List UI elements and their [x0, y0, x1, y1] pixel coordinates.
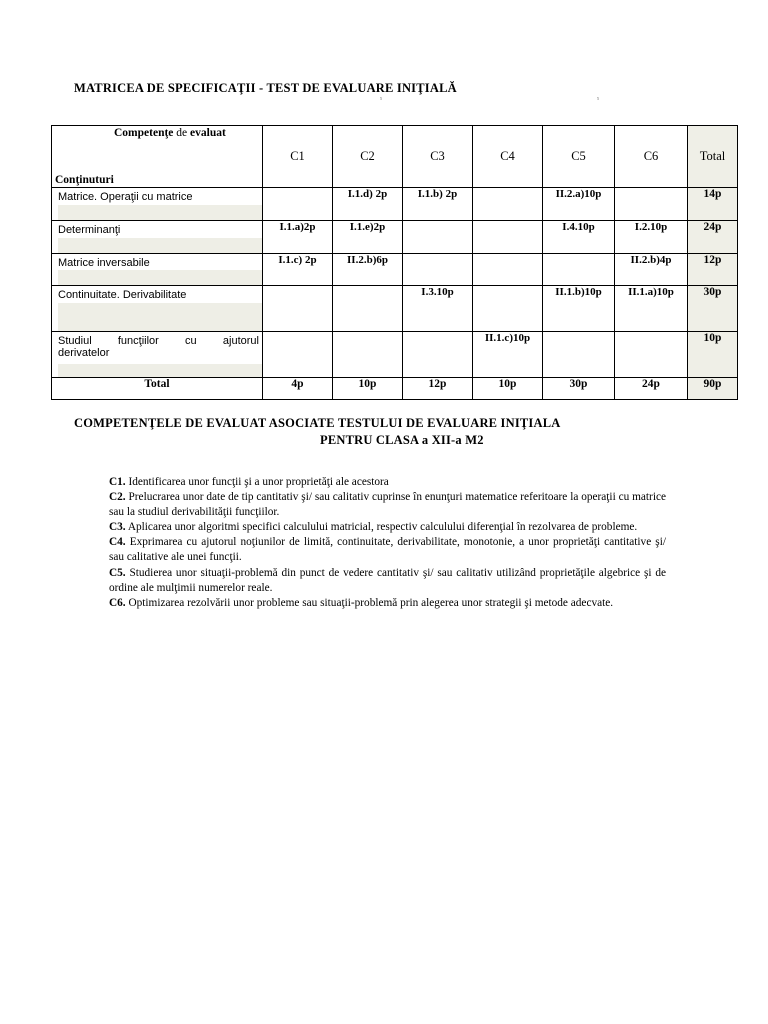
row-total: 10p [688, 332, 738, 378]
competences-list [109, 475, 666, 611]
competence-item [109, 520, 666, 535]
column-header-c5: C5 [543, 126, 615, 188]
total-value: 10p [473, 378, 543, 400]
table-row [52, 221, 738, 254]
competence-code: C1. [109, 476, 126, 488]
row-total: 12p [688, 254, 738, 286]
table-cell [473, 286, 543, 332]
table-cell: I.1.d) 2p [333, 188, 403, 221]
table-row [52, 254, 738, 286]
table-row [52, 286, 738, 332]
row-label: Continuitate. Derivabilitate [52, 286, 263, 332]
table-header-row [52, 126, 738, 188]
table-cell: II.2.b)4p [615, 254, 688, 286]
table-row [52, 188, 738, 221]
table-cell: II.1.c)10p [473, 332, 543, 378]
competence-text: Exprimarea cu ajutorul noţiunilor de limită, continuitate, derivabilitate, monotonie, a unor proprietăţi cantitative şi/ sau calitative ale unei funcţii. [109, 536, 666, 564]
table-cell: I.1.a)2p [263, 221, 333, 254]
table-row [52, 332, 738, 378]
table-cell [403, 221, 473, 254]
column-header-c6: C6 [615, 126, 688, 188]
table-cell: I.4.10p [543, 221, 615, 254]
table-cell [543, 332, 615, 378]
column-header-c4: C4 [473, 126, 543, 188]
table-cell: I.1.b) 2p [403, 188, 473, 221]
column-header-c2: C2 [333, 126, 403, 188]
column-header-total: Total [688, 126, 738, 188]
row-total: 24p [688, 221, 738, 254]
table-total-row [52, 378, 738, 400]
total-row-label: Total [52, 378, 263, 400]
table-cell: II.2.a)10p [543, 188, 615, 221]
competences-heading-line2: PENTRU CLASA a XII-a M2 [320, 433, 484, 447]
row-label: Matrice inversabile [52, 254, 263, 286]
table-cell [263, 188, 333, 221]
competence-item [109, 535, 666, 565]
competence-text: Optimizarea rezolvării unor probleme sau situaţii-problemă prin alegerea unor strategii şi metode adecvate. [125, 596, 614, 609]
table-cell: I.2.10p [615, 221, 688, 254]
column-header-c1: C1 [263, 126, 333, 188]
competence-item [109, 490, 666, 520]
table-cell: I.1.e)2p [333, 221, 403, 254]
tiny-mark: 5 [380, 96, 382, 101]
table-cell [403, 254, 473, 286]
table-cell [473, 254, 543, 286]
table-cell: I.3.10p [403, 286, 473, 332]
competence-code: C4. [109, 536, 126, 549]
competence-code: C3. [109, 521, 126, 534]
specification-matrix-table [51, 125, 738, 400]
row-label: Matrice. Operaţii cu matrice [52, 188, 263, 221]
table-cell [263, 286, 333, 332]
corner-header-cell [52, 126, 263, 188]
page-title: MATRICEA DE SPECIFICAŢII - TEST DE EVALUARE INIŢIALĂ [74, 81, 457, 95]
table-cell: II.2.b)6p [333, 254, 403, 286]
competence-text: Aplicarea unor algoritmi specifici calculului matricial, respectiv calculului diferenţial în rezolvarea de probleme. [125, 521, 638, 534]
total-value: 24p [615, 378, 688, 400]
competence-item [109, 475, 666, 490]
table-cell [473, 188, 543, 221]
total-value: 4p [263, 378, 333, 400]
contents-header: Conţinuturi [55, 174, 114, 186]
column-header-c3: C3 [403, 126, 473, 188]
row-total: 14p [688, 188, 738, 221]
table-cell [333, 286, 403, 332]
competences-header: Competenţe de evaluat [114, 127, 226, 139]
competence-code: C6. [109, 596, 126, 609]
competence-item [109, 566, 666, 596]
table-cell [333, 332, 403, 378]
table-cell [543, 254, 615, 286]
competences-heading-line1: COMPETENŢELE DE EVALUAT ASOCIATE TESTULUI DE EVALUARE INIŢIALA [74, 416, 561, 430]
total-value: 30p [543, 378, 615, 400]
table-cell: I.1.c) 2p [263, 254, 333, 286]
row-label: Studiul funcţiilor cu ajutorul derivatelor [52, 332, 263, 378]
table-cell [403, 332, 473, 378]
competence-text: Prelucrarea unor date de tip cantitativ şi/ sau calitativ cuprinse în enunţuri matematice referitoare la operaţii cu matrice sau la studiul derivabilităţii funcţiilor. [109, 491, 666, 519]
table-cell [615, 332, 688, 378]
competence-item [109, 596, 666, 611]
grand-total: 90p [688, 378, 738, 400]
total-value: 12p [403, 378, 473, 400]
row-label: Determinanţi [52, 221, 263, 254]
table-cell [615, 188, 688, 221]
tiny-mark: 5 [597, 96, 599, 101]
competence-code: C2. [109, 491, 126, 504]
competence-text: Studierea unor situaţii-problemă din punct de vedere cantitativ şi/ sau calitativ utilizând proprietăţile algebrice şi de ordine ale mulţimii numerelor reale. [109, 566, 666, 594]
row-total: 30p [688, 286, 738, 332]
table-cell [473, 221, 543, 254]
table-cell [263, 332, 333, 378]
table-cell: II.1.a)10p [615, 286, 688, 332]
table-cell: II.1.b)10p [543, 286, 615, 332]
competence-text: Identificarea unor funcţii şi a unor proprietăţi ale acestora [125, 476, 389, 488]
competence-code: C5. [109, 566, 126, 579]
total-value: 10p [333, 378, 403, 400]
